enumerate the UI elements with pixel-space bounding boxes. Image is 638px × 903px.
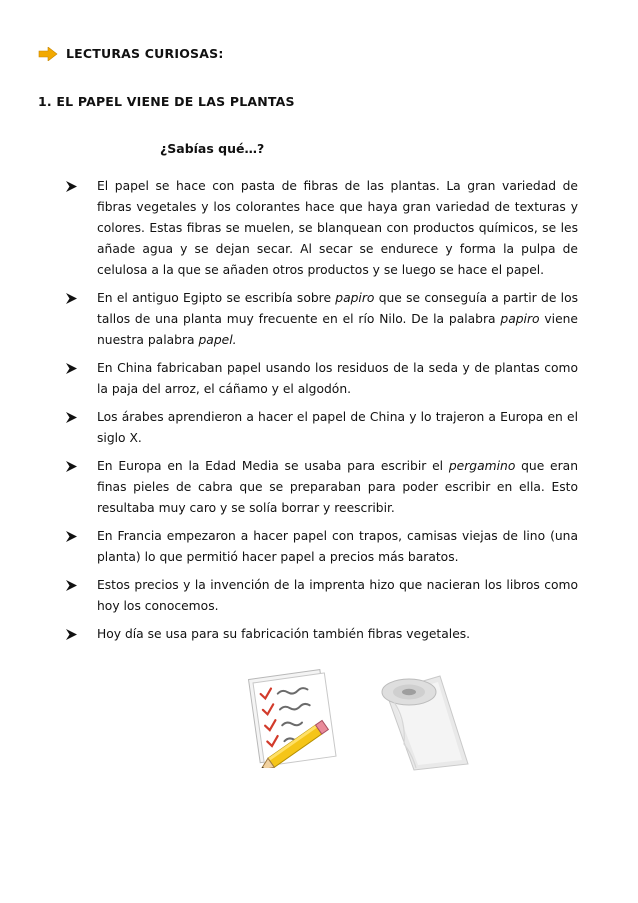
- section-title: 1. EL PAPEL VIENE DE LAS PLANTAS: [38, 94, 295, 109]
- list-item: [66, 358, 578, 400]
- section-header: [38, 46, 224, 61]
- bullet-text: Estos precios y la invención de la imprenta hizo que nacieran los libros como hoy los conocemos.: [97, 578, 578, 613]
- arrowhead-bullet-icon: [66, 293, 77, 304]
- italic-word: pergamino: [448, 459, 516, 473]
- list-item: [66, 624, 578, 645]
- bullet-text: Hoy día se usa para su fabricación también fibras vegetales.: [97, 627, 471, 641]
- arrowhead-bullet-icon: [66, 461, 77, 472]
- italic-word: papel.: [198, 333, 237, 347]
- bullet-text: El papel se hace con pasta de fibras de las plantas. La gran variedad de fibras vegetales y los colorantes hace que haya gran variedad de texturas y colores. Estas fibras se muelen, se blanquean con productos químicos, se les añade agua y se dejan secar. Al secar se endurece y forma la pulpa de celulosa a la que se añaden otros productos y se luego se hace el papel.: [97, 179, 578, 277]
- bullet-text: que se conseguía a partir de los tallos de una planta muy frecuente en el río Nilo. De la palabra: [97, 291, 578, 326]
- header-title: LECTURAS CURIOSAS:: [66, 46, 224, 61]
- italic-word: papiro: [335, 291, 375, 305]
- bullet-text: En China fabricaban papel usando los residuos de la seda y de plantas como la paja del arroz, el cáñamo y el algodón.: [97, 361, 578, 396]
- bullet-text: En Europa en la Edad Media se usaba para escribir el: [97, 459, 449, 473]
- list-item: [66, 526, 578, 568]
- bullet-text: Los árabes aprendieron a hacer el papel de China y lo trajeron a Europa en el siglo X.: [97, 410, 578, 445]
- list-item: [66, 288, 578, 351]
- paper-checklist-pencil-image: [236, 668, 348, 768]
- bullet-text: viene nuestra palabra: [97, 312, 578, 347]
- list-item: [66, 456, 578, 519]
- bullet-list: [66, 176, 578, 652]
- list-item: [66, 575, 578, 617]
- italic-word: papiro: [500, 312, 540, 326]
- list-item: [66, 176, 578, 281]
- arrowhead-bullet-icon: [66, 580, 77, 591]
- arrowhead-bullet-icon: [66, 531, 77, 542]
- bullet-text: En el antiguo Egipto se escribía sobre: [97, 291, 336, 305]
- bullet-text: En Francia empezaron a hacer papel con trapos, camisas viejas de lino (una planta) lo que permitió hacer papel a precios más baratos.: [97, 529, 578, 564]
- arrowhead-bullet-icon: [66, 629, 77, 640]
- arrowhead-bullet-icon: [66, 181, 77, 192]
- subtitle: ¿Sabías qué…?: [160, 141, 265, 156]
- list-item: [66, 407, 578, 449]
- arrow-right-icon: [38, 47, 58, 61]
- arrowhead-bullet-icon: [66, 412, 77, 423]
- bullet-text: que eran finas pieles de cabra que se preparaban para poder escribir en ella. Esto resultaba muy caro y se solía borrar y reescribir.: [97, 459, 578, 515]
- arrowhead-bullet-icon: [66, 363, 77, 374]
- paper-towel-roll-image: [378, 670, 474, 772]
